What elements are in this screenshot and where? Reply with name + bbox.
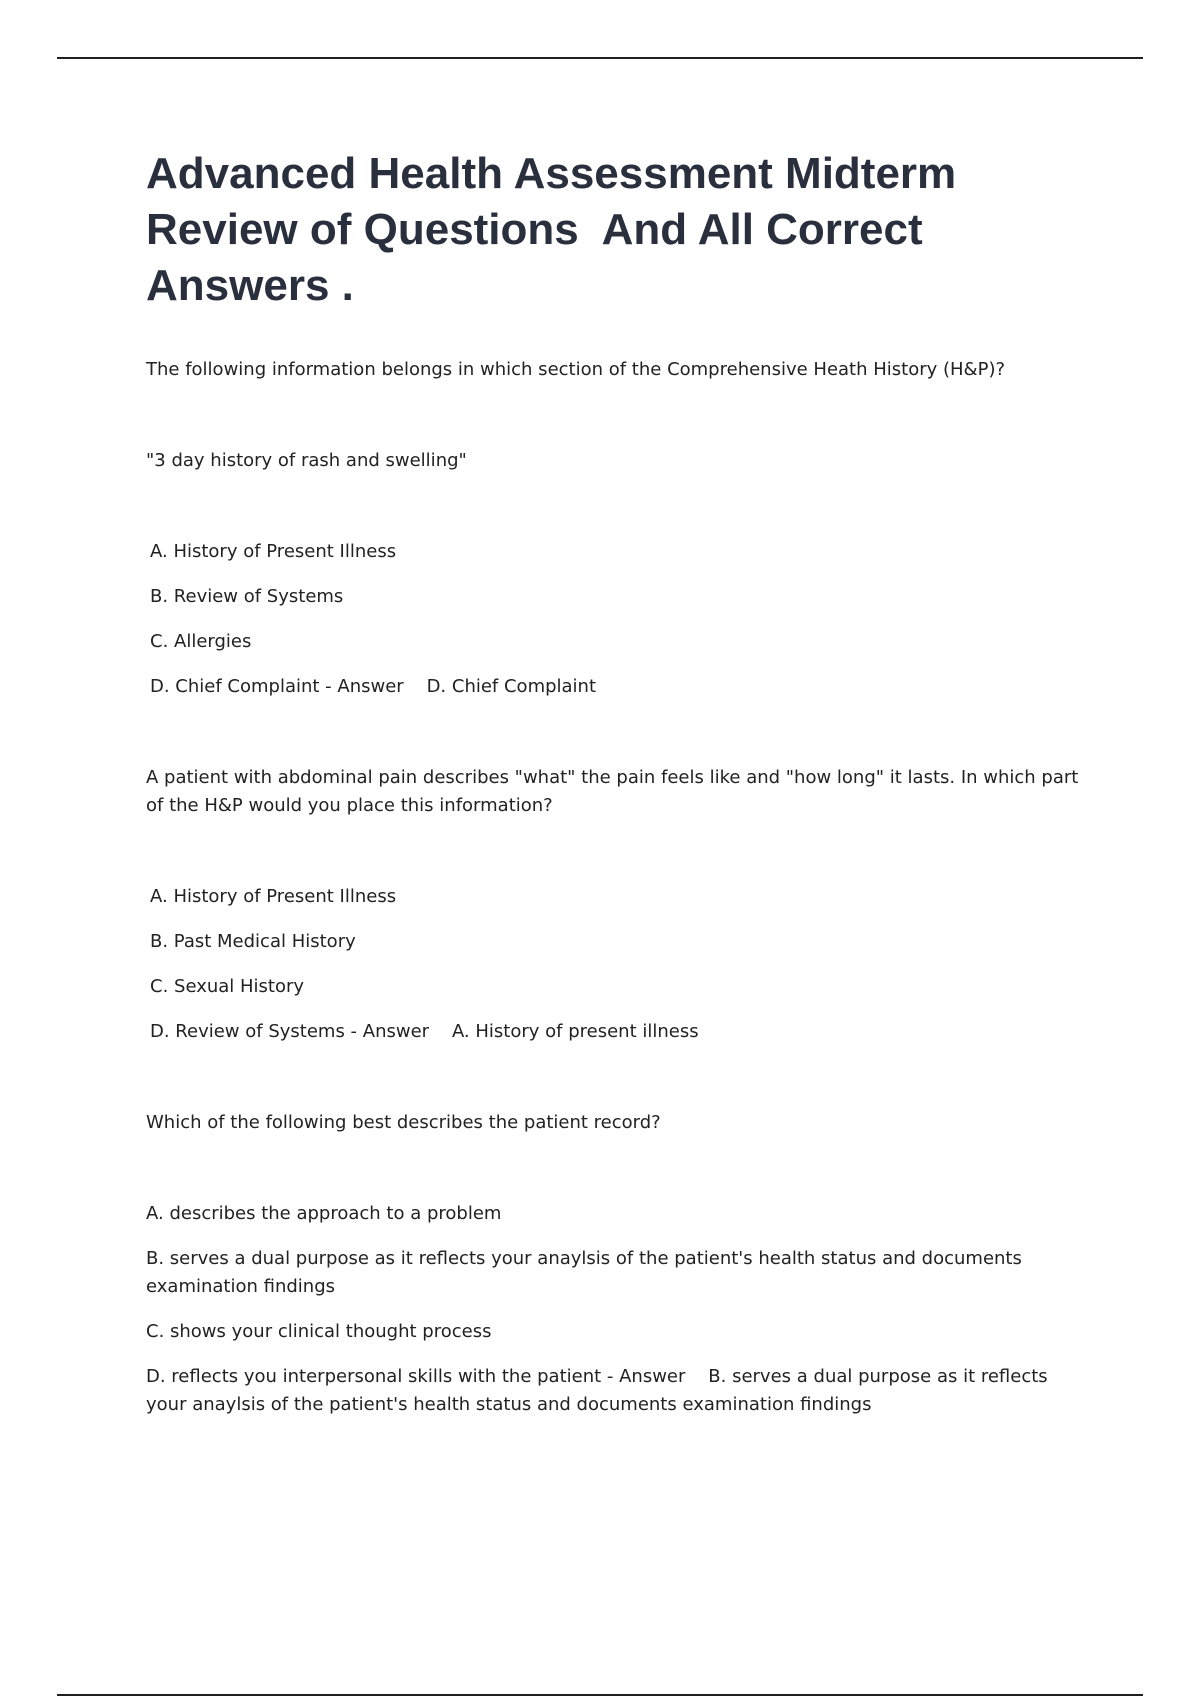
question-1-options [146,538,1086,701]
document-title: Advanced Health Assessment Midterm Review of Questions And All Correct Answers . [146,149,969,310]
question-1-option-b: B. Review of Systems [150,586,344,607]
question-2-option-c: C. Sexual History [150,976,305,997]
question-1-quote: "3 day history of rash and swelling" [146,450,467,471]
question-3-prompt: Which of the following best describes the patient record? [146,1112,661,1133]
document-body [146,146,1086,1419]
question-2-option-b: B. Past Medical History [150,931,356,952]
bottom-rule [57,1694,1143,1696]
question-2-options [146,883,1086,1046]
question-1 [146,356,1086,701]
question-1-prompt: The following information belongs in which section of the Comprehensive Heath History (H&P)? [146,359,1006,380]
question-3-option-d: D. reflects you interpersonal skills with the patient - Answer B. serves a dual purpose as it reflects your anaylsis of the patient's health status and documents examination findings [146,1366,1054,1415]
question-1-option-d: D. Chief Complaint - Answer D. Chief Complaint [150,676,597,697]
top-rule [57,57,1143,59]
question-3-option-b: B. serves a dual purpose as it reflects your anaylsis of the patient's health status and documents examination findings [146,1248,1028,1297]
question-2-option-a: A. History of Present Illness [150,886,397,907]
question-3-option-c: C. shows your clinical thought process [146,1321,492,1342]
question-1-option-a: A. History of Present Illness [150,541,397,562]
question-2-option-d: D. Review of Systems - Answer A. History of present illness [150,1021,699,1042]
question-3 [146,1109,1086,1419]
question-3-options [146,1200,1086,1419]
question-2-prompt: A patient with abdominal pain describes "what" the pain feels like and "how long" it lasts. In which part of the H&P would you place this information? [146,767,1079,816]
question-1-option-c: C. Allergies [150,631,252,652]
question-2 [146,764,1086,1046]
question-3-option-a: A. describes the approach to a problem [146,1203,502,1224]
